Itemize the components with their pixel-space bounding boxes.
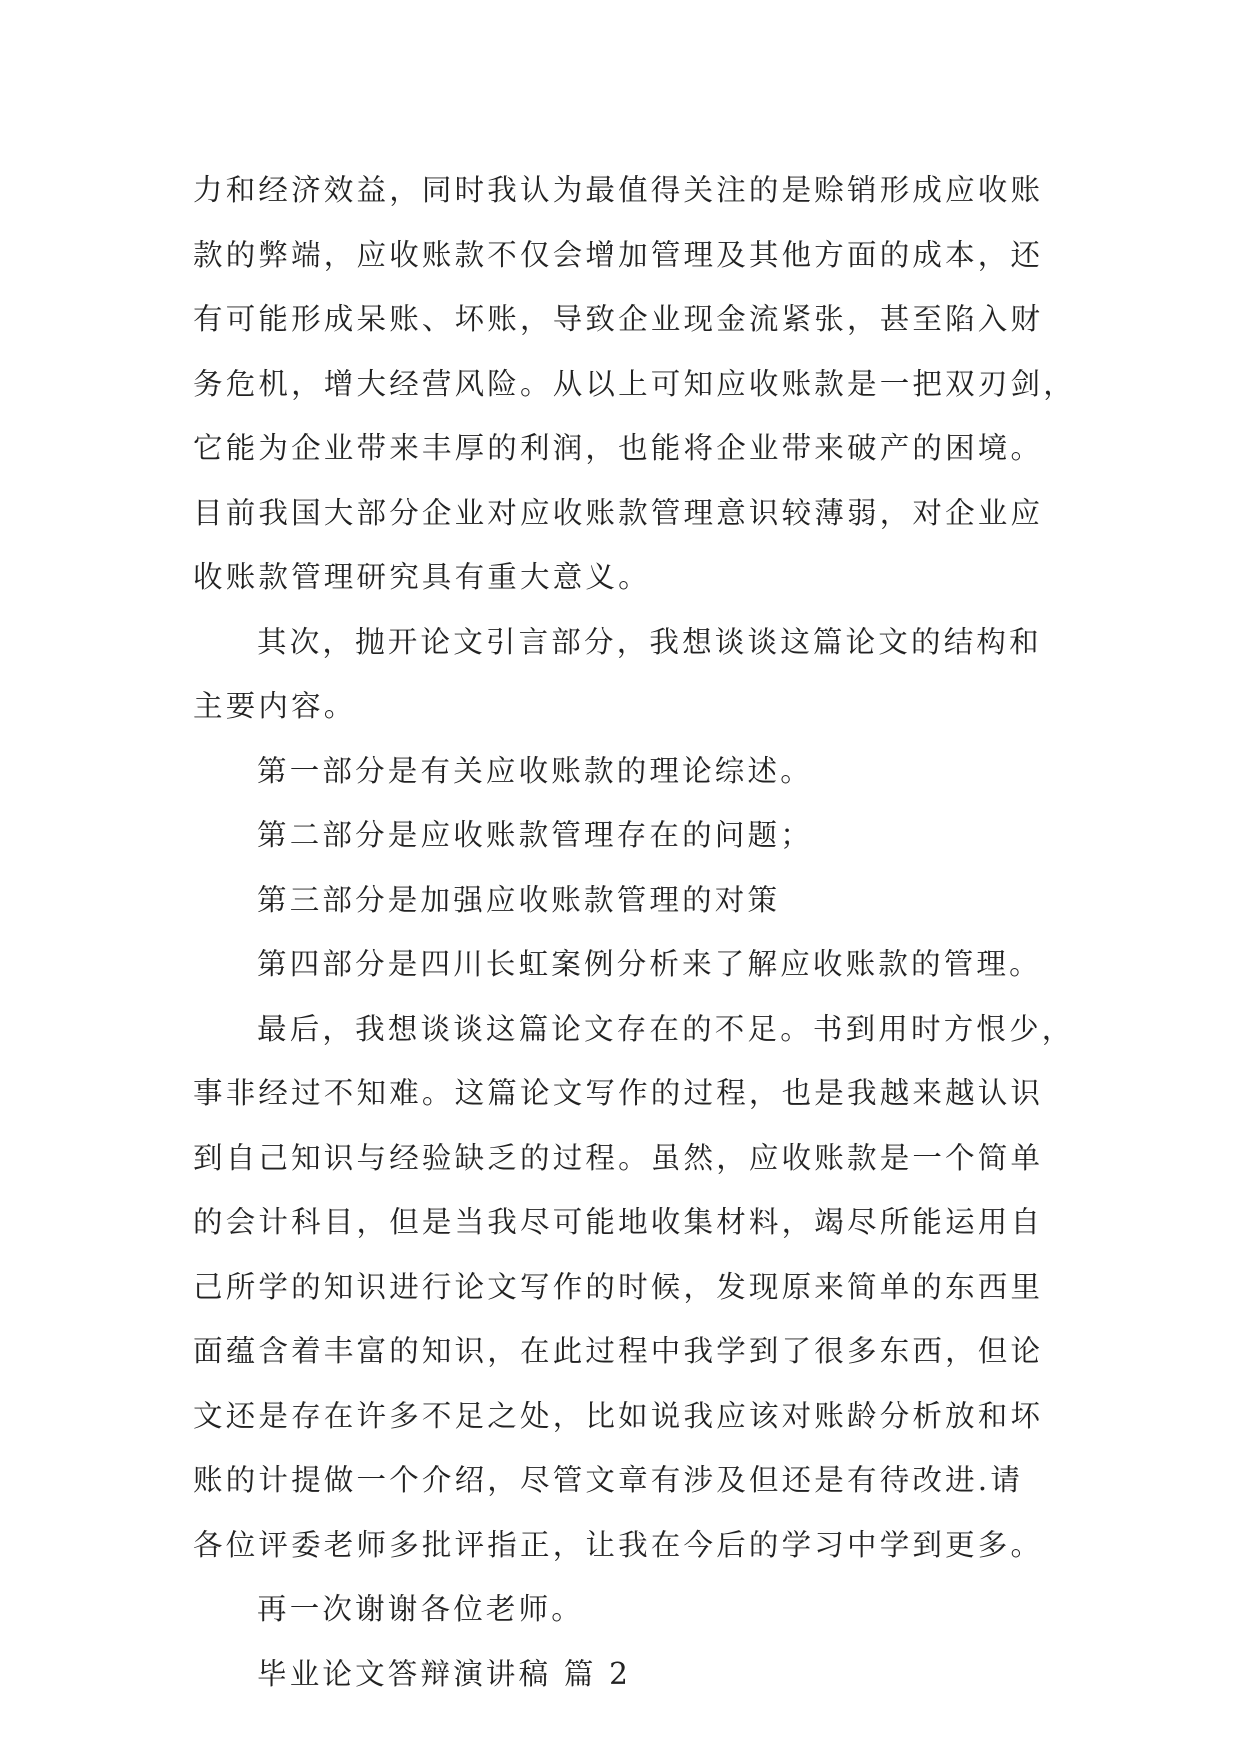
text-line: 力和经济效益，同时我认为最值得关注的是赊销形成应收账 bbox=[193, 173, 1044, 207]
text-line: 主要内容。 bbox=[193, 689, 357, 723]
text-line: 各位评委老师多批评指正，让我在今后的学习中学到更多。 bbox=[193, 1527, 1044, 1562]
outline-item-part-1: 第一部分是有关应收账款的理论综述。 bbox=[257, 753, 813, 788]
text-line: 它能为企业带来丰厚的利润，也能将企业带来破产的困境。 bbox=[193, 431, 1044, 465]
body-text bbox=[193, 158, 1093, 1706]
section-heading: 毕业论文答辩演讲稿 篇 2 bbox=[257, 1656, 632, 1691]
text-line: 有可能形成呆账、坏账，导致企业现金流紧张，甚至陷入财 bbox=[193, 302, 1044, 336]
text-line: 款的弊端，应收账款不仅会增加管理及其他方面的成本，还 bbox=[193, 237, 1044, 272]
text-line: 收账款管理研究具有重大意义。 bbox=[193, 560, 651, 594]
text-line: 目前我国大部分企业对应收账款管理意识较薄弱，对企业应 bbox=[193, 495, 1044, 530]
text-line: 事非经过不知难。这篇论文写作的过程，也是我越来越认识 bbox=[193, 1076, 1044, 1110]
text-line: 务危机，增大经营风险。从以上可知应收账款是一把双刃剑， bbox=[193, 366, 1076, 401]
text-line: 面蕴含着丰富的知识，在此过程中我学到了很多东西，但论 bbox=[193, 1334, 1044, 1368]
text-line: 账的计提做一个介绍，尽管文章有涉及但还是有待改进.请 bbox=[193, 1463, 1024, 1497]
paragraph-start-line: 其次，抛开论文引言部分，我想谈谈这篇论文的结构和 bbox=[257, 624, 1042, 659]
outline-item-part-4: 第四部分是四川长虹案例分析来了解应收账款的管理。 bbox=[257, 947, 1042, 981]
text-line: 到自己知识与经验缺乏的过程。虽然，应收账款是一个简单 bbox=[193, 1140, 1044, 1175]
outline-item-part-2: 第二部分是应收账款管理存在的问题； bbox=[257, 818, 813, 852]
outline-item-part-3: 第三部分是加强应收账款管理的对策 bbox=[257, 882, 781, 917]
text-line: 的会计科目，但是当我尽可能地收集材料，竭尽所能运用自 bbox=[193, 1205, 1044, 1239]
closing-line: 再一次谢谢各位老师。 bbox=[257, 1592, 585, 1626]
text-line: 文还是存在许多不足之处，比如说我应该对账龄分析放和坏 bbox=[193, 1398, 1044, 1433]
text-line: 己所学的知识进行论文写作的时候，发现原来简单的东西里 bbox=[193, 1269, 1044, 1304]
paragraph-start-line: 最后，我想谈谈这篇论文存在的不足。书到用时方恨少， bbox=[257, 1011, 1075, 1046]
